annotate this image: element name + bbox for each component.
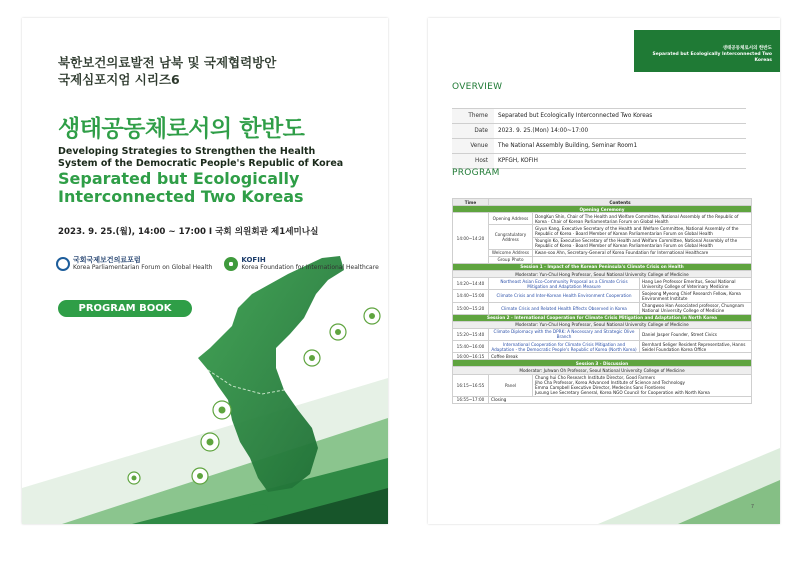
talk-speaker: Daniel Jasper Founder, Street Civics bbox=[640, 328, 752, 340]
talk-speaker: Changwoo Han Associated professor, Chungnam National University College of Medicine bbox=[640, 302, 752, 314]
overview-key: Venue bbox=[452, 139, 494, 154]
corner-decoration bbox=[428, 18, 780, 524]
panel-time: 16:15~16:55 bbox=[453, 374, 489, 396]
kpfgh-sub: Korea Parliamentarian Forum on Global Health bbox=[73, 264, 213, 271]
row-label: Group Photo bbox=[489, 256, 533, 263]
row-text: Youngin Ko, Executive Secretary of the Health and Welfare Committee, National Assembly of the Republic of Korea · Board Member of Korean Parliamentarian Forum on Global Health bbox=[533, 237, 752, 249]
overview-value: The National Assembly Building, Seminar Room1 bbox=[494, 139, 746, 154]
program-heading: PROGRAM bbox=[452, 168, 500, 178]
talk-time: 15:00~15:20 bbox=[453, 302, 489, 314]
header-korean bbox=[58, 54, 276, 88]
talk-time: 14:40~15:00 bbox=[453, 290, 489, 302]
session1-title: Session 1 - Impact of the Korean Peninsula's Climate Crisis on Health bbox=[453, 263, 752, 270]
overview-heading: OVERVIEW bbox=[452, 82, 503, 92]
kofih-logo bbox=[224, 257, 378, 271]
ribbon-title-kr: 생태공동체로서의 한반도 bbox=[722, 46, 772, 51]
header-line-2: 국제심포지엄 시리즈6 bbox=[58, 72, 180, 87]
kpfgh-emblem-icon bbox=[56, 257, 70, 271]
session3-moderator: Moderator: Juhwan Oh Professor, Seoul National University College of Medicine bbox=[453, 367, 752, 374]
main-title-korean: 생태공동체로서의 한반도 bbox=[58, 116, 305, 142]
talk-topic: Northeast Asian Eco-Community Proposal as a Climate Crisis Mitigation and Adaptation Measure bbox=[489, 278, 640, 290]
overview-page bbox=[428, 18, 780, 524]
session1-moderator: Moderator: Yun-Chul Hong Professor, Seoul National University College of Medicine bbox=[453, 271, 752, 278]
header-line-1: 북한보건의료발전 남북 및 국제협력방안 bbox=[58, 55, 277, 70]
closing-label: Closing bbox=[489, 396, 752, 403]
overview-key: Host bbox=[452, 154, 494, 169]
subtitle-english: Developing Strategies to Strengthen the Health System of the Democratic People's Republic of Korea bbox=[58, 146, 344, 169]
row-text: DongKun Shin, Chair of The Health and Welfare Committee, National Assembly of the Republic of Korea · Chair of Korean Parliamentarian Forum on Global Health bbox=[533, 213, 752, 225]
session2-moderator: Moderator: Yun-Chul Hong Professor, Seoul National University College of Medicine bbox=[453, 321, 752, 328]
row-label: Opening Address bbox=[489, 213, 533, 225]
talk-time: 14:20~14:40 bbox=[453, 278, 489, 290]
talk-speaker: Hang Lee Professor Emeritus, Seoul National University College of Veterinary Medicine bbox=[640, 278, 752, 290]
event-date-venue: 2023. 9. 25.(월), 14:00 ~ 17:00 I 국회 의원회관 제1세미나실 bbox=[58, 227, 319, 237]
logos bbox=[56, 257, 379, 271]
talk-speaker: Soojeong Myeong Chief Research Fellow, Korea Environment Institute bbox=[640, 290, 752, 302]
kofih-name: KOFIH bbox=[241, 256, 266, 264]
closing-time: 16:55~17:00 bbox=[453, 396, 489, 403]
overview-value: Separated but Ecologically Interconnected Two Koreas bbox=[494, 109, 746, 124]
talk-topic: Climate Crisis and Related Health Effects Observed in Korea bbox=[489, 302, 640, 314]
row-label: Welcome Address bbox=[489, 249, 533, 256]
session2-title: Session 2 - International Cooperation for Climate Crisis Mitigation and Adaptation in North Korea bbox=[453, 314, 752, 321]
ribbon-title-en: Separated but Ecologically Interconnected Two Koreas bbox=[652, 52, 772, 63]
talk-time: 15:40~16:00 bbox=[453, 341, 489, 353]
title-en-line-1: Separated but Ecologically bbox=[58, 169, 300, 188]
talk-topic: Climate Crisis and Inter-Korean Health Environment Cooperation bbox=[489, 290, 640, 302]
cover-page bbox=[22, 18, 388, 524]
talk-topic: International Cooperation for Climate Crisis Mitigation and Adaptation - the Democratic People's Republic of Korea (North Korea) bbox=[489, 341, 640, 353]
main-title-english bbox=[58, 170, 378, 206]
kpfgh-name: 국회국제보건의료포럼 bbox=[73, 256, 141, 264]
col-contents: Contents bbox=[489, 199, 752, 206]
overview-value: KPFGH, KOFIH bbox=[494, 154, 746, 169]
panel-label: Panel bbox=[489, 374, 533, 396]
row-text: Kwan-soo Ahn, Secretary-General of Korea Foundation for International Healthcare bbox=[533, 249, 752, 256]
panelist: Jusung Lee Secretary General, Korea NGO Council for Cooperation with North Korea bbox=[535, 390, 710, 396]
kofih-sub: Korea Foundation for International Healthcare bbox=[241, 264, 379, 271]
opening-time: 14:00~14:20 bbox=[453, 213, 489, 264]
overview-value: 2023. 9. 25.(Mon) 14:00~17:00 bbox=[494, 124, 746, 139]
overview-key: Date bbox=[452, 124, 494, 139]
row-label: Congratulatory Address bbox=[489, 225, 533, 249]
session3-title: Session 3 - Discussion bbox=[453, 360, 752, 367]
talk-speaker: Bernhard Seliger Resident Representative, Hanns Seidel Foundation Korea Office bbox=[640, 341, 752, 353]
talk-time: 15:20~15:40 bbox=[453, 328, 489, 340]
break-label: Coffee Break bbox=[489, 353, 752, 360]
title-en-line-2: Interconnected Two Koreas bbox=[58, 187, 304, 206]
page-number: 7 bbox=[750, 504, 754, 510]
panelist: Emma Campbell Executive Director, Medecins Sans Frontieres bbox=[535, 385, 666, 391]
kofih-emblem-icon bbox=[224, 257, 238, 271]
program-book-badge: PROGRAM BOOK bbox=[58, 300, 192, 317]
row-text: Giyun Kang, Executive Secretary of the Health and Welfare Committee, National Assembly of the Republic of Korea · Board Member of Korean Parliamentarian Forum on Global Health bbox=[533, 225, 752, 237]
talk-topic: Climate Diplomacy with the DPRK: A Necessary and Strategic Olive Branch bbox=[489, 328, 640, 340]
panelist: Jiho Cha Professor, Korea Advanced Institute of Science and Technology bbox=[535, 380, 685, 386]
col-time: Time bbox=[453, 199, 489, 206]
overview-key: Theme bbox=[452, 109, 494, 124]
kpfgh-logo bbox=[56, 257, 212, 271]
break-time: 16:00~16:15 bbox=[453, 353, 489, 360]
panelist: Chung hui Cho Research Institute Director, Good Farmers bbox=[535, 375, 656, 381]
korea-map-illustration bbox=[22, 18, 388, 524]
opening-title: Opening Ceremony bbox=[453, 206, 752, 213]
